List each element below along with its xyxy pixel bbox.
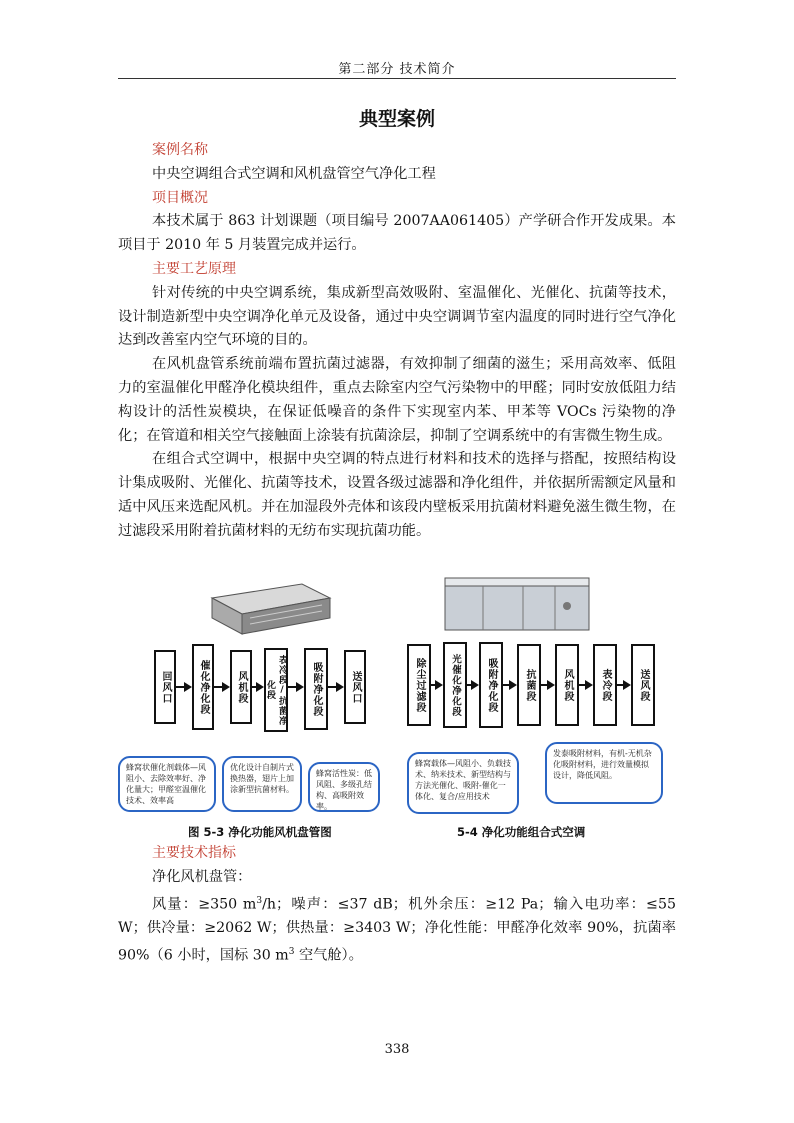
flow-arrow (465, 684, 477, 686)
flow-box-fan (230, 650, 252, 724)
note-honeycomb-carrier: 蜂窝载体—风阻小、负载技术、纳米技术、新型结构与方法光催化、吸附-催化一体化、复合/应用技术 (407, 752, 519, 814)
flow-box-adsorption (304, 648, 328, 730)
indicators-text-b: /h；噪声：≤37 dB；机外余压：≥12 Pa；输入电功率：≤55 W；供冷量：≥2062 W；供热量：≥3403 W；净化性能：甲醛净化效率 90%，抗菌率 90%（6 小时，国标 30 m (118, 896, 676, 964)
note-heat-exchanger: 优化设计自制片式换热器，翅片上加涂新型抗菌材料。 (222, 756, 302, 812)
air-handling-unit-image (443, 576, 593, 634)
principle-paragraph-3: 在组合式空调中，根据中央空调的特点进行材料和技术的选择与搭配，按照结构设计集成吸附、光催化、抗菌等技术，设置各级过滤器和净化组件，并依据所需额定风量和适中风压来选配风机。并在加湿段外壳体和该段内壁板采用抗菌材料避免滋生微生物，在过滤段采用附着抗菌材料的无纺布实现抗菌功能。 (118, 451, 676, 539)
flow-box-label: 吸附净化段 (486, 657, 497, 713)
overview-paragraph: 本技术属于 863 计划课题（项目编号 2007AA061405）产学研合作开发成果。本项目于 2010 年 5 月装置完成并运行。 (118, 213, 676, 254)
overview-heading: 项目概况 (152, 189, 208, 206)
flow-box-label: 吸附净化段 (311, 661, 322, 717)
flow-box-fan-2 (555, 644, 579, 726)
superscript: 3 (288, 946, 295, 957)
page-title: 典型案例 (358, 108, 435, 130)
flow-box-photocatalytic (443, 642, 467, 728)
flow-box-label: 风机段 (562, 668, 573, 702)
flow-box-supply-2 (631, 644, 655, 726)
figure-ahu (403, 576, 678, 839)
flow-box-cooling-antibacterial (264, 648, 288, 732)
note-activated-carbon: 蜂窝活性炭：低风阻、多级孔结构、高吸附效率。 (308, 762, 380, 812)
page-number: 338 (384, 1042, 410, 1057)
principle-paragraph-2: 在风机盘管系统前端布置抗菌过滤器，有效抑制了细菌的滋生；采用高效率、低阻力的室温催化甲醛净化模块组件，重点去除室内空气污染物中的甲醛；同时安放低阻力结构设计的活性炭模块，在保证低噪音的条件下实现室内苯、甲苯等 VOCs 污染物的净化；在管道和相关空气接触面上涂装有抗菌涂层，抑制了空调系统中的有害微生物生成。 (118, 356, 676, 444)
case-name: 中央空调组合式空调和风机盘管空气净化工程 (152, 165, 436, 182)
flow-box-label: 送风口 (350, 670, 361, 704)
flow-arrow (429, 684, 441, 686)
flow-box-antibacterial (517, 644, 541, 726)
flow-arrow (212, 686, 228, 688)
flow-box-label: 除尘过滤段 (414, 657, 425, 713)
flow-box-label: 风机段 (236, 670, 247, 704)
note-adsorbent-material: 发泰吸附材料，有机-无机杂化吸附材料，进行效量模拟设计，降低风阻。 (545, 742, 663, 804)
flow-arrow (174, 686, 190, 688)
flow-arrow (577, 684, 591, 686)
indicators-subheading: 净化风机盘管： (152, 868, 252, 885)
flow-arrow (501, 684, 515, 686)
fan-coil-unit-image (202, 576, 332, 638)
flow-box-return-air (154, 650, 176, 724)
principle-heading: 主要工艺原理 (152, 260, 236, 277)
flow-box-label: 回风口 (160, 670, 171, 704)
figures (118, 576, 676, 841)
flow-box-label: 送风段 (638, 668, 649, 702)
flow-arrow (539, 684, 553, 686)
flow-box-label: 催化净化段 (198, 659, 209, 715)
flow-arrow (286, 686, 302, 688)
indicators-heading: 主要技术指标 (152, 845, 236, 861)
flow-box-label: 抗菌段 (524, 668, 535, 702)
note-catalyst: 蜂窝状催化剂载体—风阻小、去除效率好、净化量大；甲醛室温催化技术、效率高 (118, 756, 216, 812)
flow-arrow (250, 686, 262, 688)
indicators-block (118, 842, 676, 968)
case-name-heading: 案例名称 (152, 142, 208, 158)
flow-box-label: 表冷段/抗菌净化段 (265, 654, 287, 726)
superscript: 3 (256, 895, 263, 906)
principle-paragraph-1: 针对传统的中央空调系统，集成新型高效吸附、室温催化、光催化、抗菌等技术，设计制造新型中央空调净化单元及设备，通过中央空调调节室内温度的同时进行空气净化达到改善室内空气环境的目的。 (118, 284, 676, 349)
flow-box-label: 光催化净化段 (450, 653, 461, 717)
indicators-paragraph (118, 890, 676, 969)
indicators-text-a: 风量：≥350 m (152, 896, 257, 913)
flow-box-cooling (593, 644, 617, 726)
flow-box-supply-air (344, 650, 366, 724)
flow-box-catalytic (192, 644, 214, 730)
indicators-text-c: 空气舱）。 (294, 947, 363, 964)
figure-caption-5-3: 图 5-3 净化功能风机盘管图 (188, 825, 332, 839)
running-header: 第二部分 技术简介 (338, 62, 456, 77)
figure-caption-5-4: 5-4 净化功能组合式空调 (457, 825, 586, 839)
header-rule (118, 78, 676, 79)
flow-box-label: 表冷段 (600, 668, 611, 702)
body-text (118, 139, 676, 544)
flow-box-adsorption-2 (479, 642, 503, 728)
flow-arrow (326, 686, 342, 688)
flow-arrow (615, 684, 629, 686)
figure-fan-coil (118, 576, 380, 839)
flow-box-dust-filter (407, 644, 431, 726)
